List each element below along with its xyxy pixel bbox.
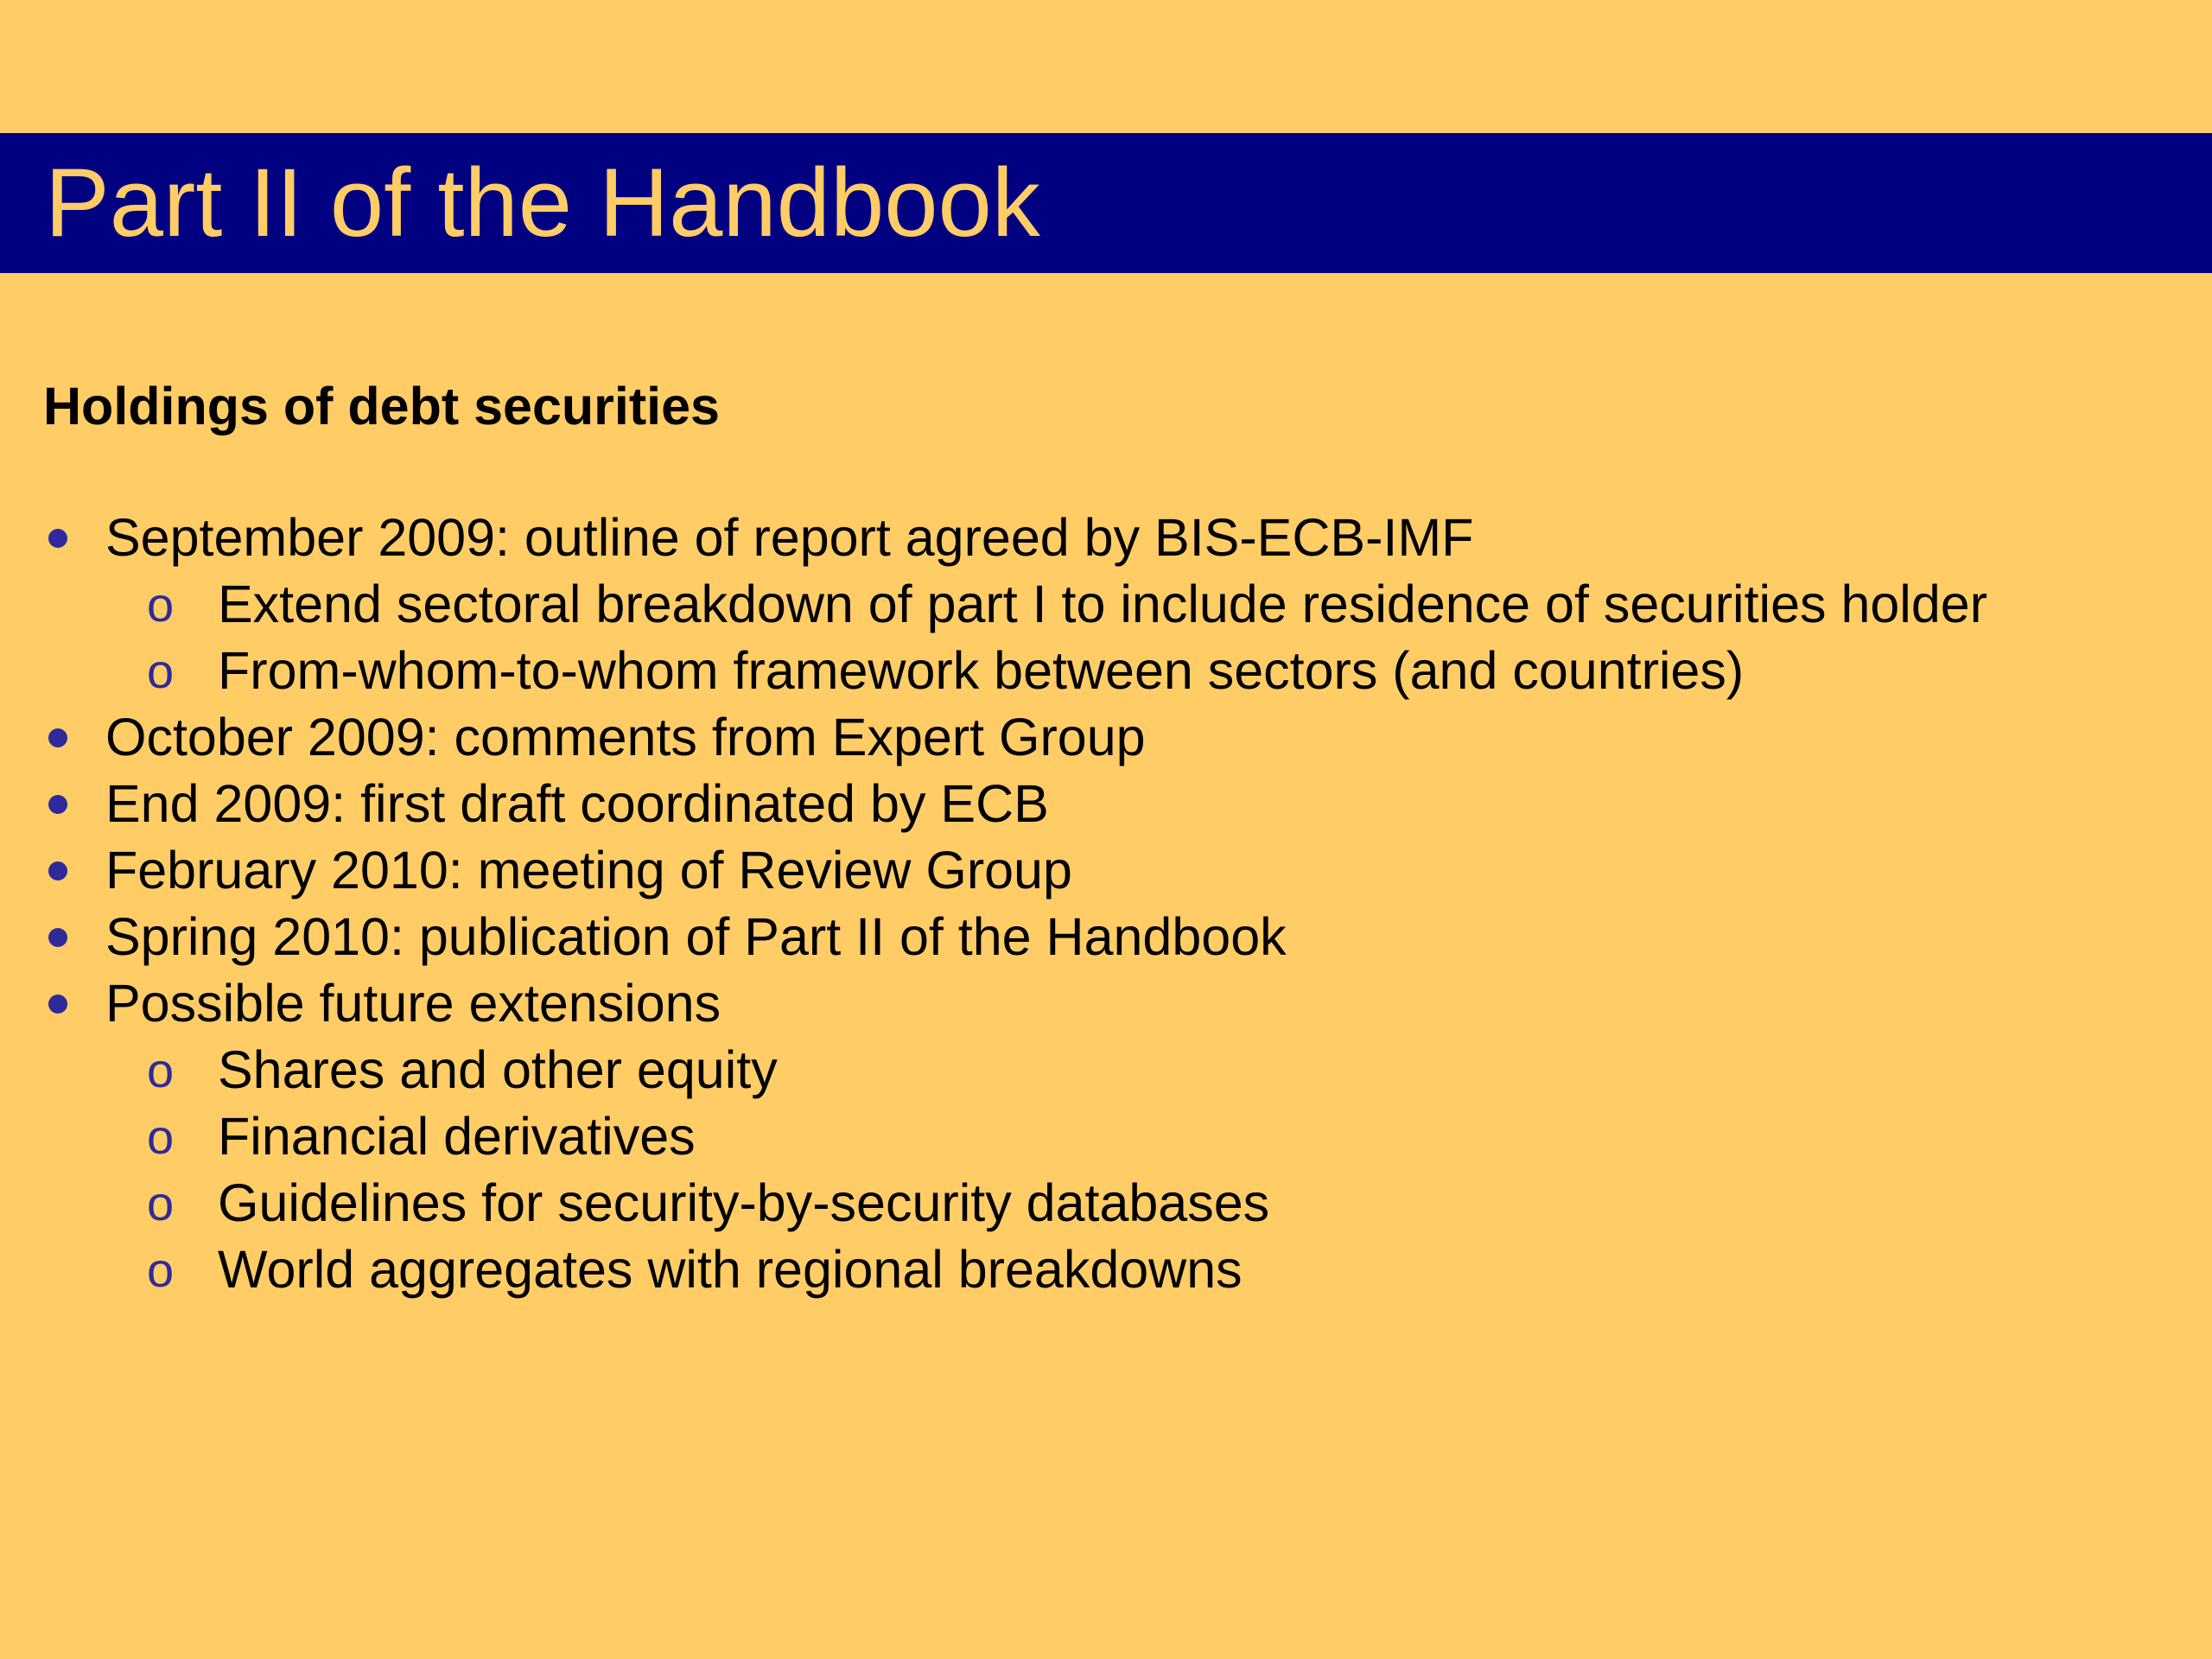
slide-subtitle: Holdings of debt securities: [43, 377, 720, 435]
circle-marker-icon: o: [147, 644, 175, 698]
bullet-dot-icon: [45, 771, 73, 837]
bullet-text: September 2009: outline of report agreed by BIS-ECB-IMF: [105, 508, 1474, 567]
bullet-text: October 2009: comments from Expert Group: [105, 708, 1146, 766]
bullet-dot-icon: [45, 904, 73, 970]
bullet-item: [0, 837, 2212, 904]
bullet-item: [0, 505, 2212, 571]
bullet-text: Spring 2010: publication of Part II of the Handbook: [105, 907, 1287, 966]
bullet-dot-icon: [45, 837, 73, 904]
sub-bullet-item: [0, 1037, 2212, 1103]
slide-title: Part II of the Handbook: [45, 149, 1040, 257]
sub-bullet-item: [0, 1170, 2212, 1236]
sub-bullet-item: [0, 571, 2212, 638]
bullet-list: [0, 505, 2212, 1303]
bullet-text: February 2010: meeting of Review Group: [105, 841, 1072, 899]
bullet-text: Possible future extensions: [105, 974, 721, 1033]
circle-marker-icon: o: [147, 577, 175, 632]
bullet-dot-icon: [45, 970, 73, 1037]
bullet-item: [0, 771, 2212, 837]
bullet-dot-icon: [45, 704, 73, 771]
sub-bullet-text: Guidelines for security-by-security databases: [218, 1173, 1270, 1232]
sub-bullet-item: [0, 1236, 2212, 1303]
sub-bullet-text: Financial derivatives: [218, 1107, 696, 1166]
sub-bullet-text: From-whom-to-whom framework between sectors (and countries): [218, 641, 1745, 700]
sub-bullet-text: World aggregates with regional breakdowns: [218, 1240, 1243, 1299]
circle-marker-icon: o: [147, 1109, 175, 1164]
bullet-item: [0, 904, 2212, 970]
circle-marker-icon: o: [147, 1043, 175, 1097]
sub-bullet-item: [0, 1103, 2212, 1170]
circle-marker-icon: o: [147, 1243, 175, 1297]
sub-bullet-text: Shares and other equity: [218, 1040, 778, 1099]
bullet-item: [0, 970, 2212, 1037]
bullet-text: End 2009: first draft coordinated by ECB: [105, 774, 1049, 833]
title-bar: [0, 133, 2212, 273]
circle-marker-icon: o: [147, 1176, 175, 1230]
bullet-dot-icon: [45, 505, 73, 571]
sub-bullet-item: [0, 638, 2212, 704]
sub-bullet-text: Extend sectoral breakdown of part I to include residence of securities holder: [218, 575, 1988, 633]
bullet-item: [0, 704, 2212, 771]
